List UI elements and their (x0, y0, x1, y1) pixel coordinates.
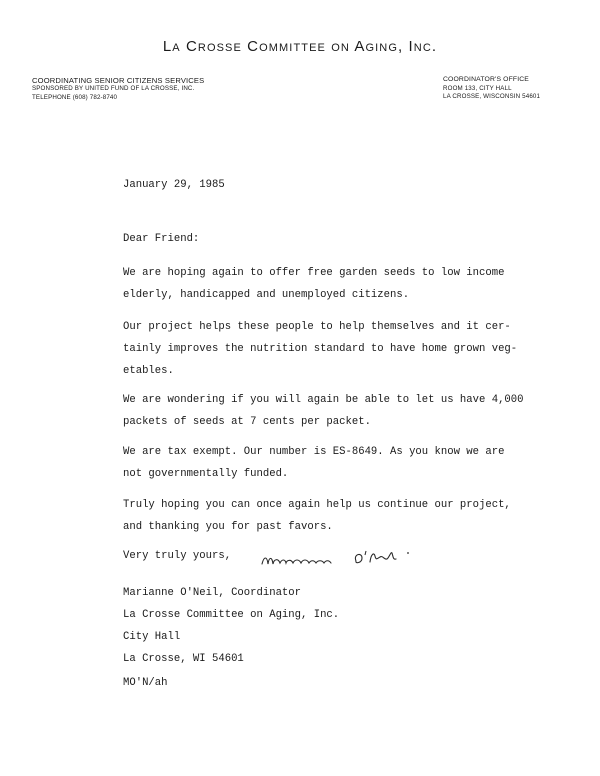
salutation-line: Dear Friend: (123, 233, 200, 245)
paragraph-3 (123, 389, 523, 433)
letterhead-left-line: COORDINATING SENIOR CITIZENS SERVICES (32, 76, 205, 85)
letterhead-org-name: La Crosse Committee on Aging, Inc. (162, 38, 438, 55)
initials-line: MO'N/ah (123, 677, 168, 689)
paragraph-line: Truly hoping you can once again help us continue our project, (123, 499, 511, 511)
signature-line: La Crosse Committee on Aging, Inc. (123, 609, 340, 621)
date-line: January 29, 1985 (123, 179, 225, 191)
paragraph-line: tainly improves the nutrition standard to have home grown veg- (123, 343, 518, 355)
letterhead-left-line: TELEPHONE (608) 782-8740 (32, 93, 118, 101)
paragraph-2 (123, 316, 523, 382)
letterhead-left-block (32, 76, 204, 102)
letterhead-right-line: ROOM 133, CITY HALL (443, 84, 512, 92)
paragraph-line: not governmentally funded. (123, 468, 289, 480)
paragraph-line: elderly, handicapped and unemployed citizens. (123, 289, 410, 301)
paragraph-line: etables. (123, 365, 174, 377)
signature-line: La Crosse, WI 54601 (123, 653, 244, 665)
paragraph-line: Our project helps these people to help themselves and it cer- (123, 321, 511, 333)
paragraph-1 (123, 262, 523, 306)
letterhead-left-line: SPONSORED BY UNITED FUND OF LA CROSSE, INC. (32, 85, 195, 92)
paragraph-4 (123, 441, 523, 485)
paragraph-line: We are hoping again to offer free garden seeds to low income (123, 267, 505, 279)
signature-block (123, 582, 523, 670)
paragraph-line: and thanking you for past favors. (123, 521, 333, 533)
salutation (123, 228, 523, 250)
letterhead-right-line: COORDINATOR'S OFFICE (443, 76, 529, 83)
letter-date (123, 174, 523, 196)
handwritten-signature (258, 544, 438, 574)
signature-line: Marianne O'Neil, Coordinator (123, 587, 302, 599)
paragraph-line: We are tax exempt. Our number is ES-8649. As you know we are (123, 446, 505, 458)
paragraph-5 (123, 494, 523, 538)
typist-initials (123, 672, 523, 694)
closing-line: Very truly yours, (123, 550, 232, 562)
paragraph-line: packets of seeds at 7 cents per packet. (123, 416, 371, 428)
signature-line: City Hall (123, 631, 181, 643)
letterhead-right-line: LA CROSSE, WISCONSIN 54601 (443, 93, 541, 101)
paragraph-line: We are wondering if you will again be able to let us have 4,000 (123, 394, 524, 406)
letterhead-right-block (443, 76, 540, 102)
